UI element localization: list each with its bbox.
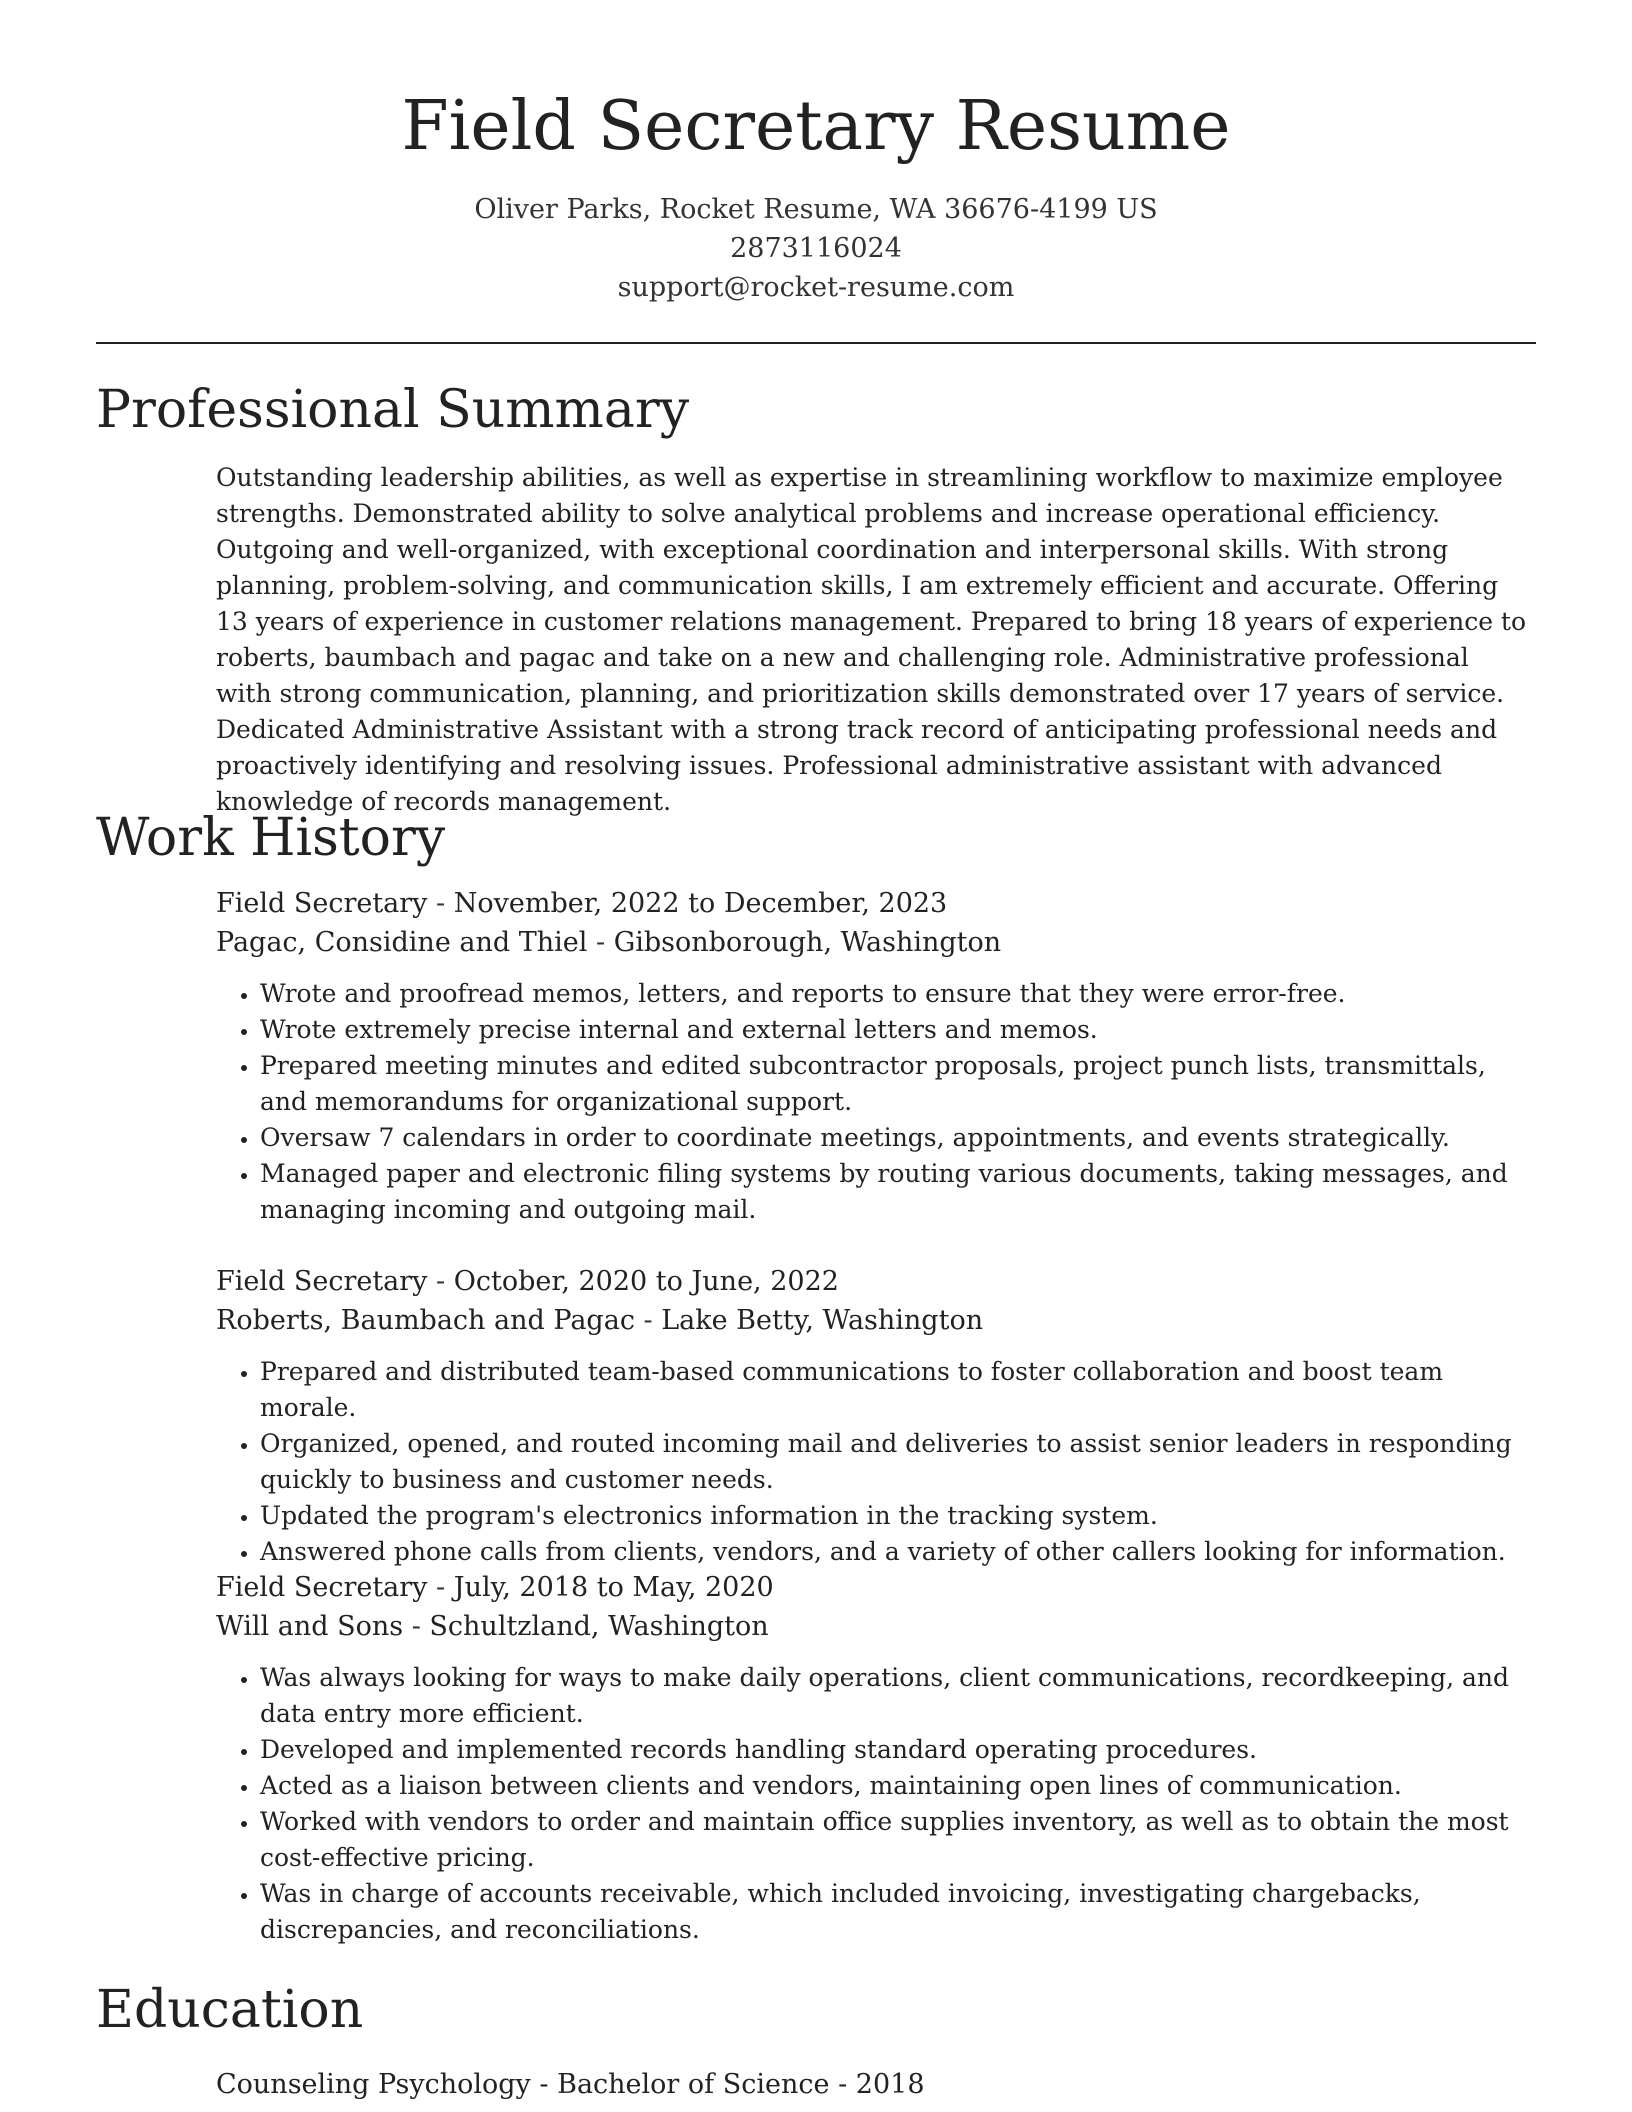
job-bullet: • Answered phone calls from clients, vendors, and a variety of other callers looking for information. [260, 1534, 1532, 1570]
summary-heading: Professional Summary [96, 380, 690, 440]
job-bullet: • Prepared meeting minutes and edited subcontractor proposals, project punch lists, transmittals, and memorandums for organizational support. [260, 1048, 1532, 1120]
job-dates: November, 2022 to December, 2023 [453, 888, 948, 919]
contact-phone: 2873116024 [730, 233, 902, 264]
contact-block [0, 190, 1632, 307]
job-location: Gibsonborough, Washington [613, 927, 1002, 958]
job-bullets [216, 1354, 1532, 1570]
job-entry [216, 1568, 1532, 1948]
contact-address: Oliver Parks, Rocket Resume, WA 36676-4199 US [474, 194, 1158, 225]
education-year: 2018 [855, 2069, 925, 2100]
job-bullets [216, 976, 1532, 1228]
job-dates: July, 2018 to May, 2020 [453, 1572, 774, 1603]
job-entry [216, 884, 1532, 1228]
job-dates: October, 2020 to June, 2022 [453, 1266, 839, 1297]
job-bullet: • Oversaw 7 calendars in order to coordinate meetings, appointments, and events strategically. [260, 1120, 1532, 1156]
job-bullet: • Managed paper and electronic filing systems by routing various documents, taking messages, and managing incoming and outgoing mail. [260, 1156, 1532, 1228]
job-title-line: Field Secretary - July, 2018 to May, 2020 [216, 1572, 774, 1603]
job-bullet: • Updated the program's electronics information in the tracking system. [260, 1498, 1532, 1534]
job-bullets [216, 1660, 1532, 1948]
job-company-line: Roberts, Baumbach and Pagac - Lake Betty, Washington [216, 1305, 984, 1336]
job-company: Roberts, Baumbach and Pagac [216, 1305, 635, 1336]
job-bullet: • Organized, opened, and routed incoming mail and deliveries to assist senior leaders in responding quickly to business and customer needs. [260, 1426, 1532, 1498]
education-entry: Counseling Psychology - Bachelor of Science - 2018 [216, 2069, 925, 2100]
job-company-line: Pagac, Considine and Thiel - Gibsonborough, Washington [216, 927, 1002, 958]
header-divider [96, 342, 1536, 344]
job-bullet: • Was in charge of accounts receivable, which included invoicing, investigating chargebacks, discrepancies, and reconciliations. [260, 1876, 1532, 1948]
job-company: Will and Sons [216, 1611, 404, 1642]
job-bullet: • Prepared and distributed team-based communications to foster collaboration and boost team morale. [260, 1354, 1532, 1426]
job-location: Schultzland, Washington [429, 1611, 769, 1642]
job-bullet: • Acted as a liaison between clients and vendors, maintaining open lines of communication. [260, 1768, 1532, 1804]
job-company-line: Will and Sons - Schultzland, Washington [216, 1611, 769, 1642]
job-title: Field Secretary [216, 888, 428, 919]
education-field: Counseling Psychology [216, 2069, 531, 2100]
job-title-line: Field Secretary - October, 2020 to June, 2022 [216, 1266, 839, 1297]
job-bullet: • Developed and implemented records handling standard operating procedures. [260, 1732, 1532, 1768]
job-entry [216, 1262, 1532, 1570]
job-bullet: • Worked with vendors to order and maintain office supplies inventory, as well as to obtain the most cost-effective pricing. [260, 1804, 1532, 1876]
work-history-heading: Work History [96, 808, 446, 868]
summary-section [216, 460, 1532, 820]
job-company: Pagac, Considine and Thiel [216, 927, 588, 958]
job-title: Field Secretary [216, 1572, 428, 1603]
job-bullet: • Wrote and proofread memos, letters, and reports to ensure that they were error-free. [260, 976, 1532, 1012]
job-location: Lake Betty, Washington [661, 1305, 984, 1336]
job-title: Field Secretary [216, 1266, 428, 1297]
job-bullet: • Was always looking for ways to make daily operations, client communications, recordkeeping, and data entry more efficient. [260, 1660, 1532, 1732]
job-bullet: • Wrote extremely precise internal and external letters and memos. [260, 1012, 1532, 1048]
resume-title: Field Secretary Resume [401, 87, 1231, 166]
education-heading: Education [96, 1980, 364, 2040]
job-title-line: Field Secretary - November, 2022 to December, 2023 [216, 888, 948, 919]
contact-email: support@rocket-resume.com [617, 272, 1015, 303]
education-degree: Bachelor of Science [557, 2069, 830, 2100]
summary-text: Outstanding leadership abilities, as well as expertise in streamlining workflow to maximize employee strengths. Demonstrated ability to solve analytical problems and increase operational efficiency. Outgoing and well-organized, with exceptional coordination and interpersonal skills. With strong planning, problem-solving, and communication skills, I am extremely efficient and accurate. Offering 13 years of experience in customer relations management. Prepared to bring 18 years of experience to roberts, baumbach and pagac and take on a new and challenging role. Administrative professional with strong communication, planning, and prioritization skills demonstrated over 17 years of service. Dedicated Administrative Assistant with a strong track record of anticipating professional needs and proactively identifying and resolving issues. Professional administrative assistant with advanced knowledge of records management. [216, 463, 1527, 816]
